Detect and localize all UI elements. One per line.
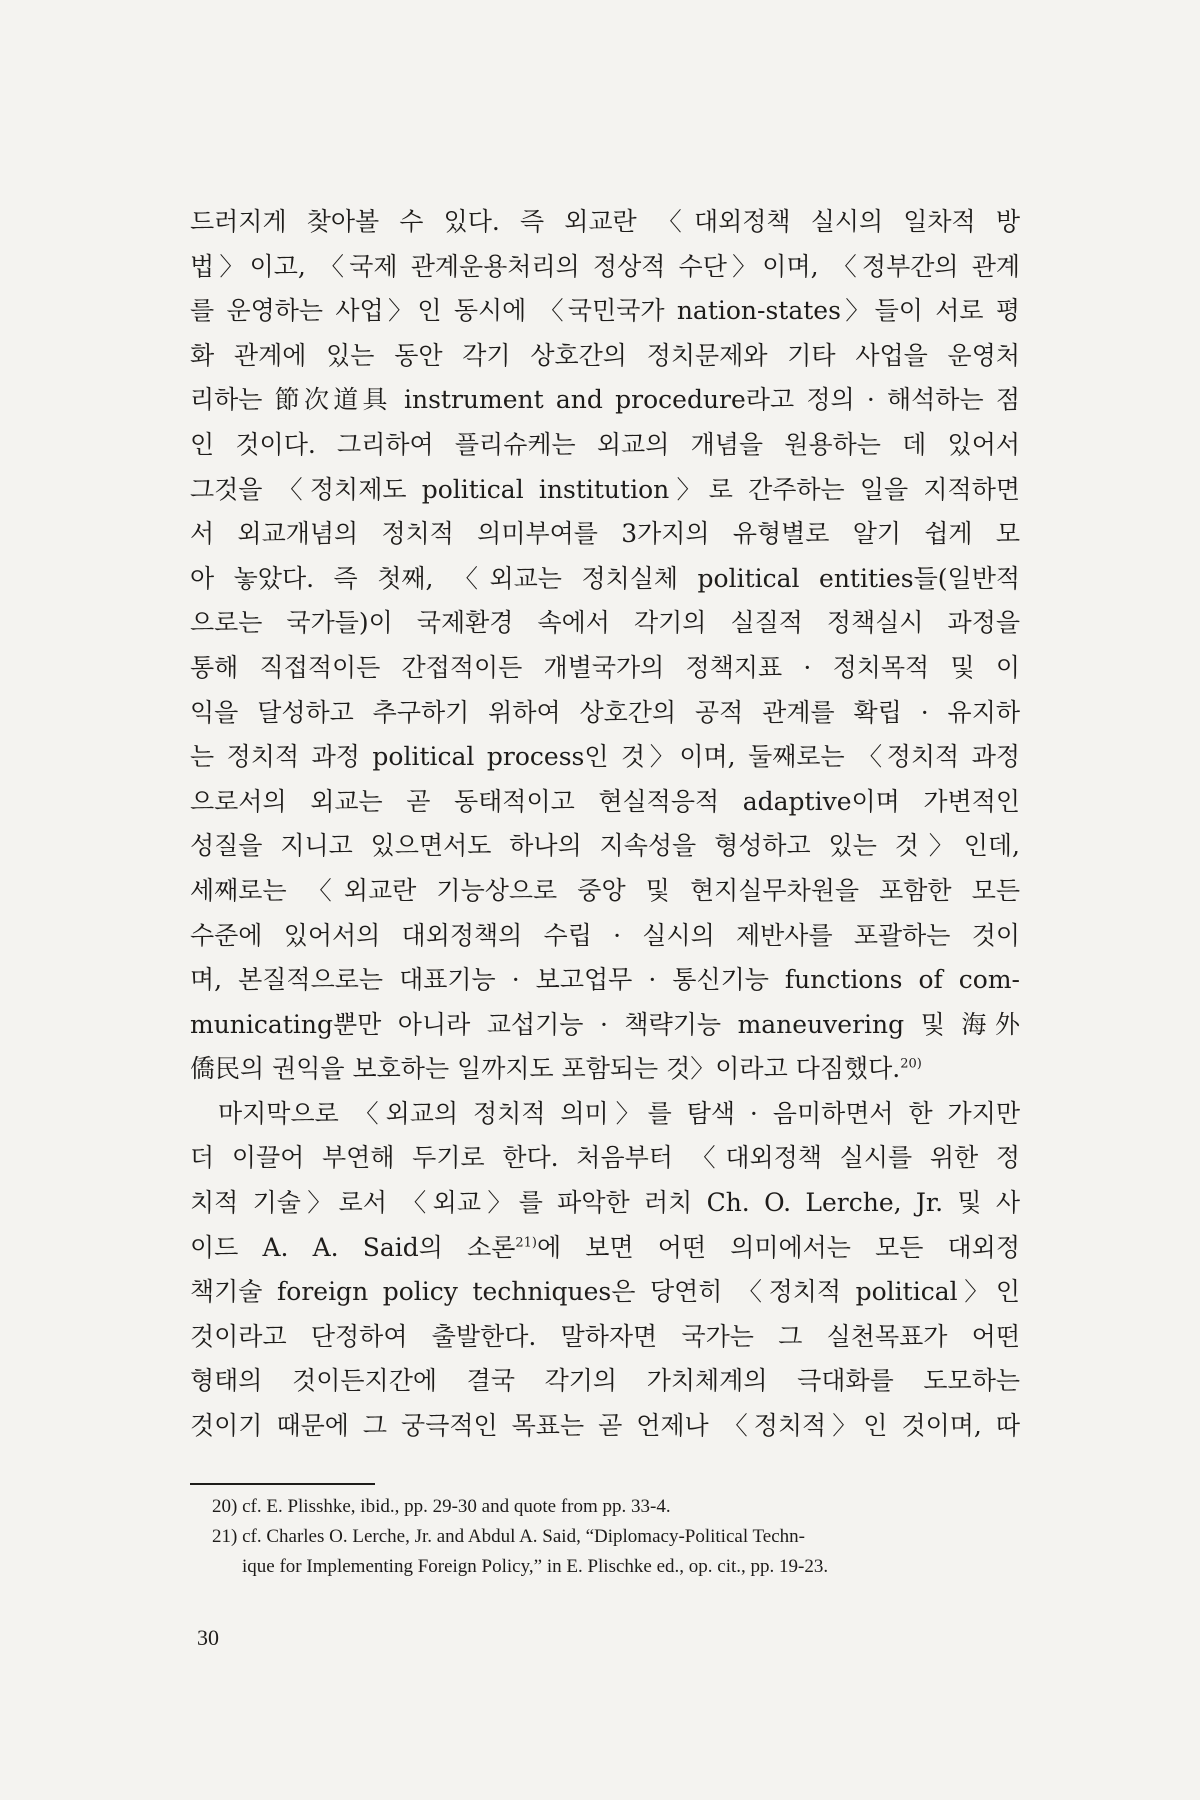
text-line: 형태의 것이든지간에 결국 각기의 가치체계의 극대화를 도모하는 bbox=[190, 1366, 1020, 1396]
text-line: 며, 본질적으로는 대표기능 · 보고업무 · 통신기능 functions of com- bbox=[190, 965, 1020, 995]
text-line: 마지막으로 〈외교의 정치적 의미〉를 탐색 · 음미하면서 한 가지만 bbox=[218, 1098, 1020, 1128]
footnotes bbox=[212, 1492, 1012, 1582]
text-line: 으로는 국가들)이 국제환경 속에서 각기의 실질적 정책실시 과정을 bbox=[190, 608, 1020, 638]
text-line: 화 관계에 있는 동안 각기 상호간의 정치문제와 기타 사업을 운영처 bbox=[190, 340, 1020, 370]
text-line: 으로서의 외교는 곧 동태적이고 현실적응적 adaptive이며 가변적인 bbox=[190, 786, 1020, 816]
text-line: 드러지게 찾아볼 수 있다. 즉 외교란 〈대외정책 실시의 일차적 방 bbox=[190, 207, 1020, 236]
page-number: 30 bbox=[197, 1625, 219, 1650]
text-line: 그것을 〈정치제도 political institution〉로 간주하는 일을 지적하면 bbox=[190, 474, 1020, 504]
text-line: 치적 기술〉로서 〈외교〉를 파악한 러치 Ch. O. Lerche, Jr. 및 사 bbox=[190, 1188, 1020, 1218]
text-line: 더 이끌어 부연해 두기로 한다. 처음부터 〈대외정책 실시를 위한 정 bbox=[190, 1143, 1020, 1173]
text-line: 수준에 있어서의 대외정책의 수립 · 실시의 제반사를 포괄하는 것이 bbox=[190, 920, 1020, 950]
footnote-text: cf. E. Plisshke, ibid., pp. 29-30 and quote from pp. 33-4. bbox=[242, 1496, 671, 1517]
text-line bbox=[190, 1226, 1020, 1271]
text-line: 법〉이고, 〈국제 관계운용처리의 정상적 수단〉이며, 〈정부간의 관계 bbox=[190, 251, 1020, 281]
footnote-text: cf. Charles O. Lerche, Jr. and Abdul A. Said, “Diplomacy-Political Techn- bbox=[242, 1526, 805, 1547]
text-line: 성질을 지니고 있으면서도 하나의 지속성을 형성하고 있는 것〉인데, bbox=[190, 831, 1020, 861]
text-line: municating뿐만 아니라 교섭기능 · 책략기능 maneuvering 및 海外 bbox=[190, 1009, 1020, 1039]
text-line: 세째로는 〈외교란 기능상으로 중앙 및 현지실무차원을 포함한 모든 bbox=[190, 875, 1020, 905]
text-line-content: 에 보면 어떤 의미에서는 모든 대외정 bbox=[537, 1232, 1020, 1262]
footnote-divider bbox=[190, 1483, 375, 1485]
text-line-content: 僑民의 권익을 보호하는 일까지도 포함되는 것〉이라고 다짐했다. bbox=[190, 1054, 901, 1084]
footnote-number: 20) bbox=[212, 1496, 238, 1517]
footnote-ref-20[interactable]: 20) bbox=[900, 1056, 922, 1072]
text-line: 책기술 foreign policy techniques은 당연히 〈정치적 political〉인 bbox=[190, 1277, 1020, 1307]
footnote-number: 21) bbox=[212, 1526, 238, 1547]
text-line: 리하는 節次道具 instrument and procedure라고 정의 · 해석하는 점 bbox=[190, 385, 1020, 415]
text-line: 통해 직접적이든 간접적이든 개별국가의 정책지표 · 정치목적 및 이 bbox=[190, 652, 1020, 682]
text-line: 아 놓았다. 즉 첫째, 〈외교는 정치실체 political entities들(일반적 bbox=[190, 563, 1020, 593]
text-line bbox=[190, 1047, 1020, 1092]
text-line: 인 것이다. 그리하여 플리슈케는 외교의 개념을 원용하는 데 있어서 bbox=[190, 429, 1020, 459]
footnote-21 bbox=[212, 1522, 1012, 1552]
text-line: 것이라고 단정하여 출발한다. 말하자면 국가는 그 실천목표가 어떤 bbox=[190, 1321, 1020, 1351]
text-line: 익을 달성하고 추구하기 위하여 상호간의 공적 관계를 확립 · 유지하 bbox=[190, 697, 1020, 727]
text-line: 는 정치적 과정 political process인 것〉이며, 둘째로는 〈정치적 과정 bbox=[190, 742, 1020, 772]
text-line-content: 이드 A. A. Said의 소론 bbox=[190, 1232, 516, 1262]
main-text bbox=[190, 200, 1020, 1449]
text-line: 를 운영하는 사업〉인 동시에 〈국민국가 nation-states〉들이 서로 평 bbox=[190, 296, 1020, 326]
footnote-21-continuation: ique for Implementing Foreign Policy,” in E. Plischke ed., op. cit., pp. 19-23. bbox=[242, 1556, 829, 1577]
text-line: 서 외교개념의 정치적 의미부여를 3가지의 유형별로 알기 쉽게 모 bbox=[190, 519, 1020, 549]
footnote-20 bbox=[212, 1492, 1012, 1522]
text-line: 것이기 때문에 그 궁극적인 목표는 곧 언제나 〈정치적〉인 것이며, 따 bbox=[190, 1411, 1020, 1441]
footnote-ref-21[interactable]: 21) bbox=[515, 1235, 537, 1251]
